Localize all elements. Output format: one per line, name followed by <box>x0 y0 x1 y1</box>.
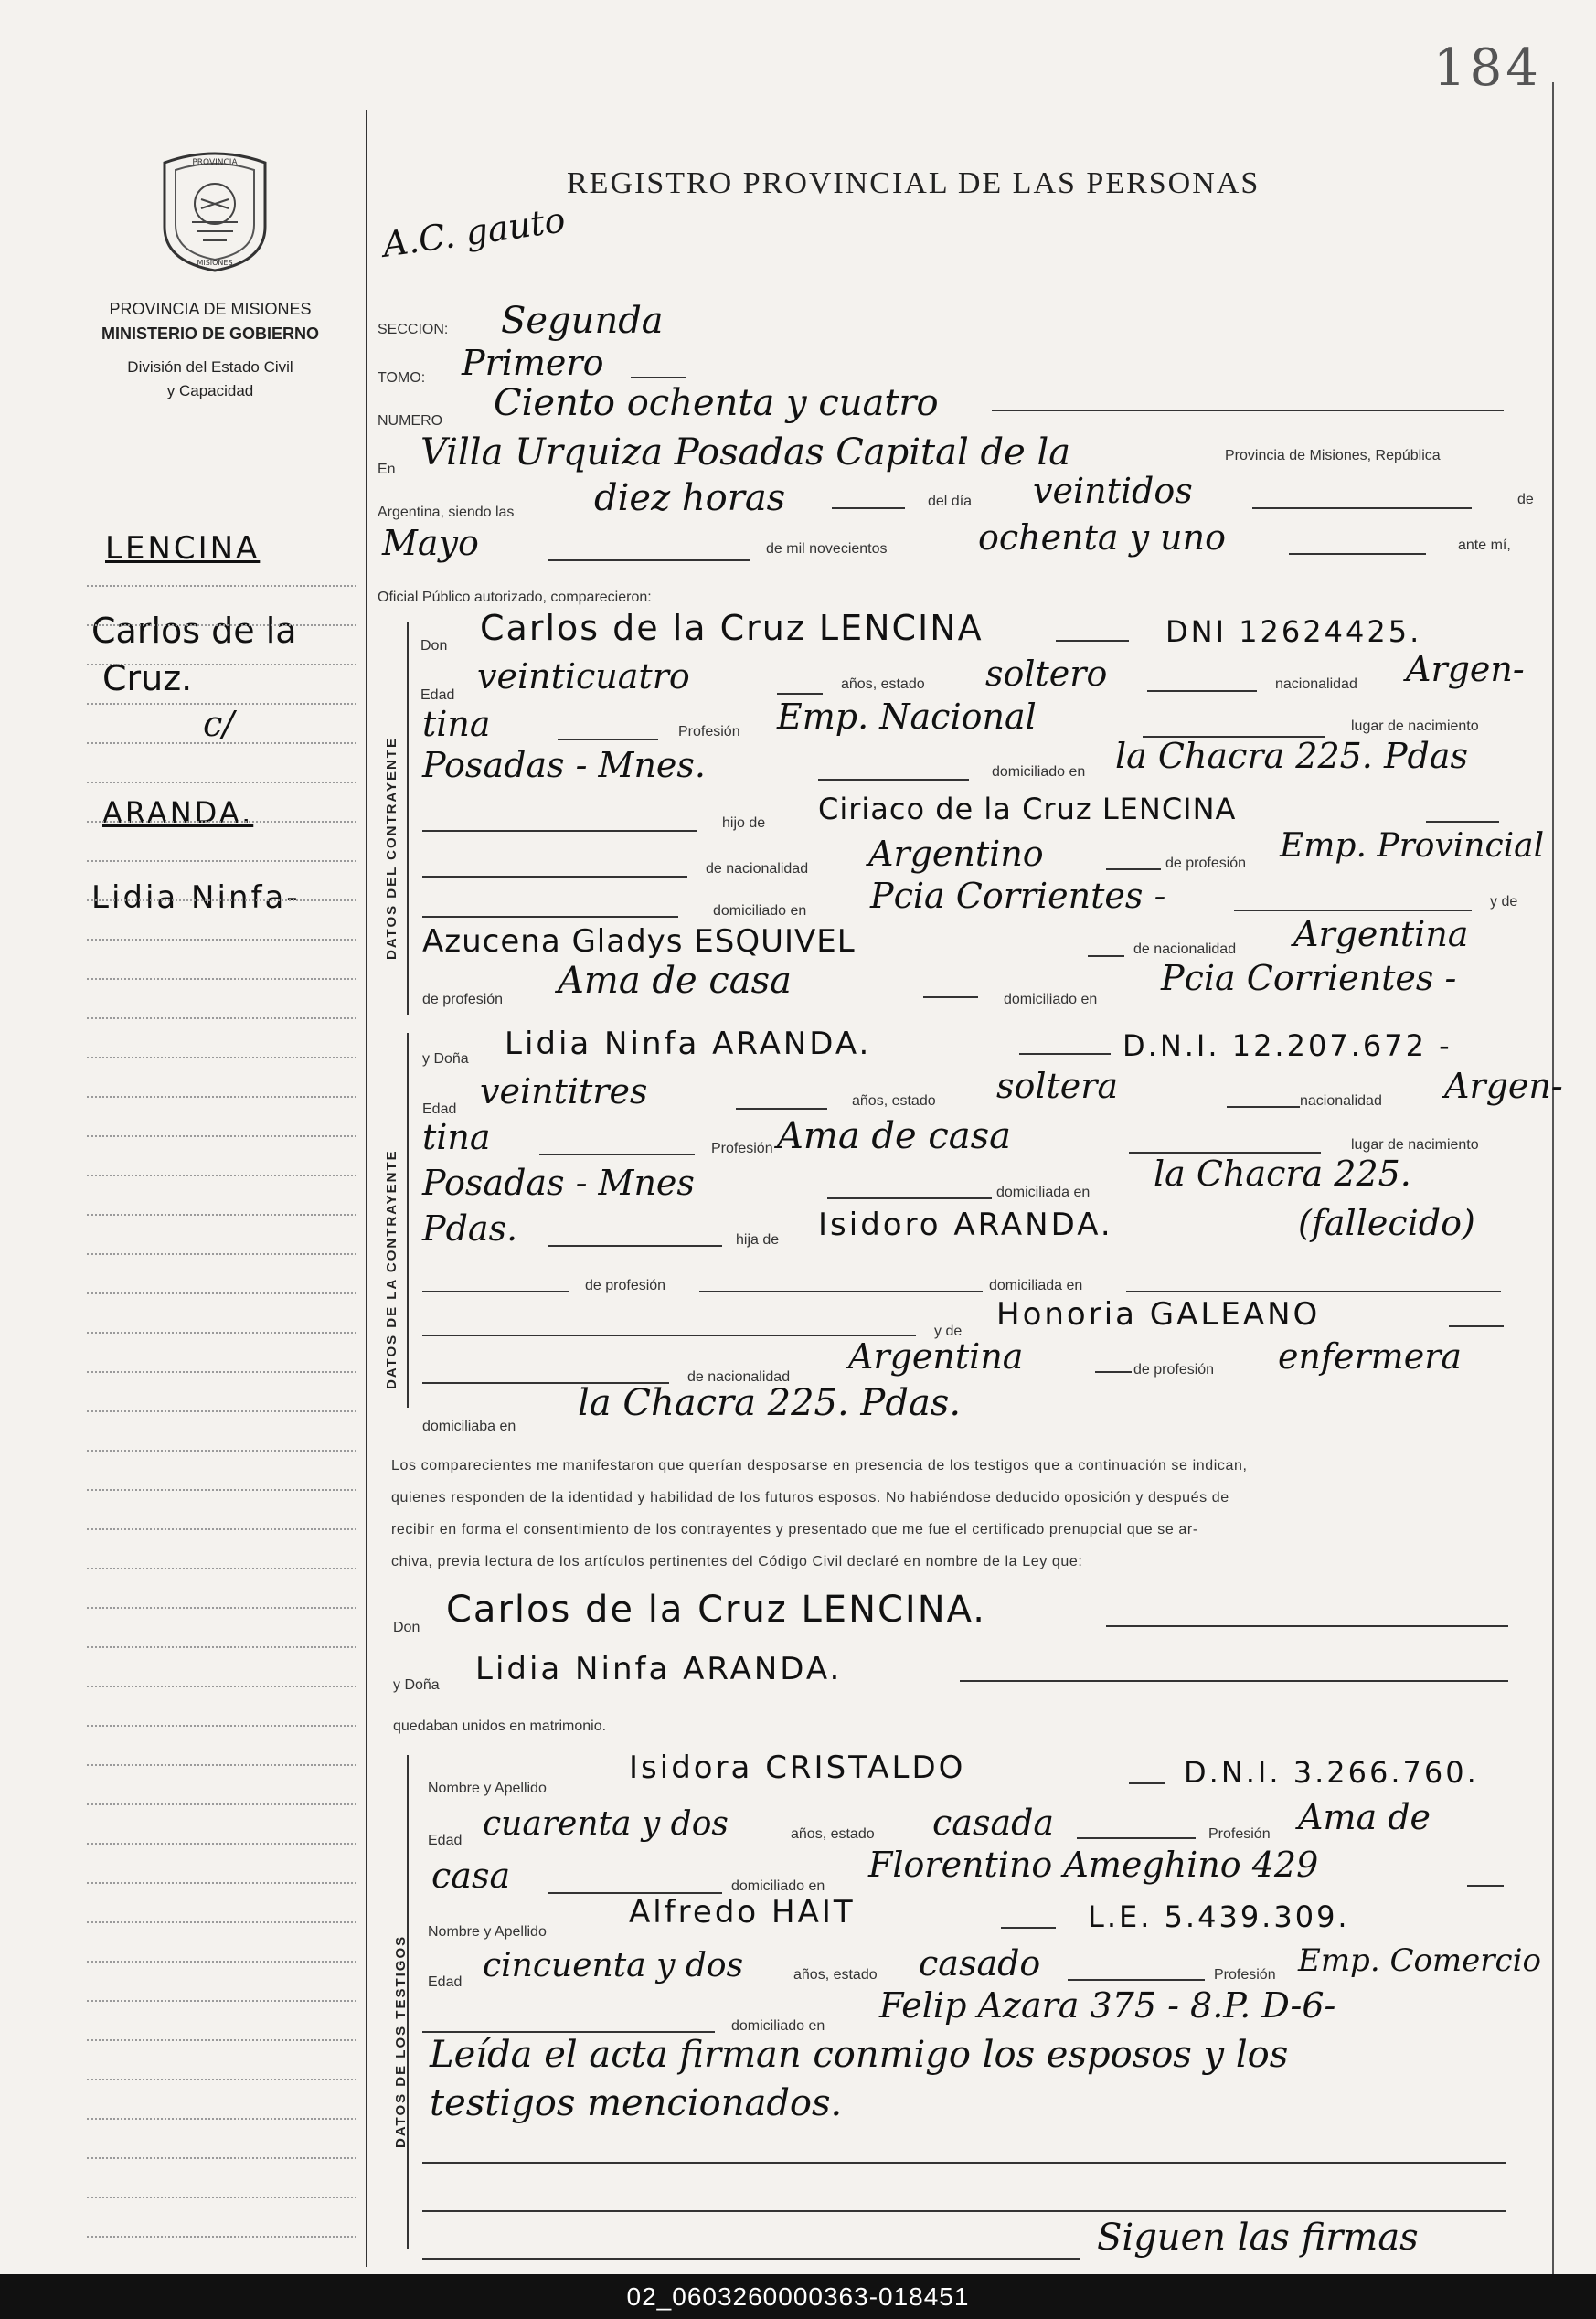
margin-dotted-line <box>87 1686 356 1687</box>
bride-madre-domicilio: la Chacra 225. Pdas. <box>578 1382 962 1424</box>
matrimonio-label: quedaban unidos en matrimonio. <box>393 1718 607 1734</box>
seccion-value: Segunda <box>501 300 664 342</box>
bride-lugar-nacimiento: Posadas - Mnes <box>422 1163 695 1203</box>
groom-lugar-nacimiento: Posadas - Mnes. <box>422 745 706 785</box>
division-name: División del Estado Civil <box>127 358 293 376</box>
groom-edad-label: Edad <box>420 687 455 703</box>
groom-madre-domicilio: Pcia Corrientes - <box>1161 958 1457 998</box>
w1-profesion-label: Profesión <box>1208 1826 1271 1842</box>
margin-dotted-line <box>87 1843 356 1845</box>
page-number: 184 <box>1433 38 1542 98</box>
witness-1-name: Isidora CRISTALDO <box>629 1750 966 1786</box>
declaration-text-1: Los comparecientes me manifestaron que querían desposarse en presencia de los testigos que a continuación se indican, <box>391 1458 1248 1473</box>
bride-domicilio-label: domiciliada en <box>996 1185 1091 1200</box>
margin-dotted-line <box>87 2118 356 2120</box>
decl-don-label: Don <box>393 1620 420 1635</box>
w1-edad-label: Edad <box>428 1833 463 1848</box>
margin-dotted-line <box>87 821 356 823</box>
margin-dotted-line <box>87 899 356 901</box>
don-label: Don <box>420 638 448 654</box>
margin-dotted-line <box>87 939 356 941</box>
witness-1-doc: D.N.I. 3.266.760. <box>1184 1755 1479 1790</box>
margin-dotted-line <box>87 2197 356 2198</box>
groom-y-de-label: y de <box>1490 894 1518 910</box>
margin-name-groom-1: Carlos de la <box>91 611 297 651</box>
margin-name-groom-2: Cruz. <box>102 658 193 698</box>
footer-image-id: 02_0603260000363-018451 <box>626 2282 970 2311</box>
office-note: A.C. gauto <box>379 199 569 265</box>
witness-1-profesion-2: casa <box>431 1856 511 1896</box>
bride-edad: veintitres <box>480 1071 648 1112</box>
groom-padre-dom-label: domiciliado en <box>713 903 807 919</box>
groom-madre-nac-label: de nacionalidad <box>1133 941 1237 957</box>
bride-name: Lidia Ninfa ARANDA. <box>505 1026 872 1062</box>
groom-madre-dom-label: domiciliado en <box>1004 992 1098 1007</box>
margin-dotted-line <box>87 1135 356 1137</box>
margin-dotted-line <box>87 1332 356 1334</box>
witness-1-estado: casada <box>932 1803 1055 1843</box>
margin-name-bride: Lidia Ninfa- <box>91 879 301 916</box>
bride-nacionalidad-2: tina <box>422 1117 491 1157</box>
groom-profesion-label: Profesión <box>678 724 740 739</box>
declaration-text-3: recibir en forma el consentimiento de los contrayentes y presentado que me fue el certificado prenupcial que se ar- <box>391 1522 1198 1537</box>
decl-dona-label: y Doña <box>393 1677 440 1693</box>
bride-madre-nacionalidad: Argentina <box>848 1336 1024 1377</box>
margin-dotted-line <box>87 978 356 980</box>
numero-value: Ciento ochenta y cuatro <box>494 382 939 424</box>
groom-nacionalidad-1: Argen- <box>1406 649 1525 689</box>
bride-madre-dom-label: domiciliaba en <box>422 1419 516 1434</box>
bride-madre-nac-label: de nacionalidad <box>687 1369 791 1385</box>
bride-hija-label: hija de <box>736 1232 780 1248</box>
margin-dotted-line <box>87 703 356 705</box>
groom-edad: veinticuatro <box>477 656 690 697</box>
groom-madre-nacionalidad: Argentina <box>1293 914 1469 954</box>
svg-text:MISIONES: MISIONES <box>197 259 233 267</box>
groom-estado-label: años, estado <box>841 676 925 692</box>
de-mil-label: de mil novecientos <box>766 541 888 557</box>
witness-2-doc: L.E. 5.439.309. <box>1088 1899 1350 1934</box>
witness-section-label: DATOS DE LOS TESTIGOS <box>393 1934 409 2148</box>
w1-domicilio-label: domiciliado en <box>731 1878 825 1894</box>
witness-1-edad: cuarenta y dos <box>483 1805 729 1843</box>
groom-padre-profesion: Emp. Provincial <box>1280 827 1545 865</box>
bride-domicilio-1: la Chacra 225. <box>1154 1154 1411 1194</box>
division-name-2: y Capacidad <box>166 382 254 399</box>
margin-dotted-line <box>87 2000 356 2002</box>
anio-value: ochenta y uno <box>978 517 1226 558</box>
witness-2-profesion: Emp. Comercio <box>1298 1942 1541 1979</box>
decl-bride: Lidia Ninfa ARANDA. <box>475 1651 843 1687</box>
w1-estado-label: años, estado <box>791 1826 875 1842</box>
province-name: PROVINCIA DE MISIONES <box>109 300 312 318</box>
bride-estado-label: años, estado <box>852 1093 936 1109</box>
ante-mi-label: ante mí, <box>1458 537 1511 553</box>
groom-estado: soltero <box>985 654 1108 694</box>
groom-name: Carlos de la Cruz LENCINA <box>480 608 984 648</box>
bride-nacionalidad-1: Argen- <box>1444 1066 1563 1106</box>
w2-estado-label: años, estado <box>793 1967 878 1983</box>
margin-dotted-line <box>87 1882 356 1884</box>
margin-dotted-line <box>87 1725 356 1727</box>
w2-edad-label: Edad <box>428 1974 463 1990</box>
numero-label: NUMERO <box>378 413 443 429</box>
provincia-label: Provincia de Misiones, República <box>1225 448 1441 463</box>
groom-hijo-label: hijo de <box>722 815 766 831</box>
margin-dotted-line <box>87 1568 356 1569</box>
margin-dotted-line <box>87 1646 356 1648</box>
margin-dotted-line <box>87 1450 356 1452</box>
bride-dni: D.N.I. 12.207.672 - <box>1123 1028 1452 1063</box>
margin-dotted-line <box>87 624 356 626</box>
witness-2-domicilio: Felip Azara 375 - 8.P. D-6- <box>879 1985 1336 2026</box>
groom-section-rule <box>407 622 409 1015</box>
groom-lugar-label: lugar de nacimiento <box>1351 718 1479 734</box>
bride-nacionalidad-label: nacionalidad <box>1300 1093 1382 1109</box>
margin-dotted-line <box>87 1803 356 1805</box>
groom-padre-domicilio: Pcia Corrientes - <box>870 876 1166 916</box>
margin-dotted-line <box>87 1096 356 1098</box>
groom-dni: DNI 12624425. <box>1165 614 1422 649</box>
svg-text:PROVINCIA: PROVINCIA <box>192 158 238 167</box>
de-label: de <box>1517 492 1534 507</box>
w2-name-label: Nombre y Apellido <box>428 1924 547 1940</box>
groom-nacionalidad-label: nacionalidad <box>1275 676 1357 692</box>
margin-dotted-line <box>87 1528 356 1530</box>
w2-domicilio-label: domiciliado en <box>731 2018 825 2034</box>
margin-dotted-line <box>87 1607 356 1609</box>
tomo-label: TOMO: <box>378 370 426 386</box>
groom-padre-prof-label: de profesión <box>1165 856 1247 871</box>
witness-2-edad: cincuenta y dos <box>483 1947 744 1984</box>
bride-section-rule <box>407 1033 409 1408</box>
ministry-name: MINISTERIO DE GOBIERNO <box>101 324 320 343</box>
margin-dotted-line <box>87 2039 356 2041</box>
groom-padre-nac-label: de nacionalidad <box>706 861 809 877</box>
groom-padre: Ciriaco de la Cruz LENCINA <box>818 792 1237 826</box>
groom-nacionalidad-2: tina <box>422 704 491 744</box>
groom-madre-prof-label: de profesión <box>422 992 504 1007</box>
bride-madre-profesion: enfermera <box>1278 1336 1463 1377</box>
declaration-text-2: quienes responden de la identidad y habilidad de los futuros esposos. No habiéndose deducido oposición y después de <box>391 1490 1229 1505</box>
decl-groom: Carlos de la Cruz LENCINA. <box>446 1589 987 1631</box>
bride-padre-nota: (fallecido) <box>1298 1203 1475 1243</box>
bride-domicilio-2: Pdas. <box>422 1208 518 1249</box>
w1-name-label: Nombre y Apellido <box>428 1781 547 1796</box>
groom-domicilio: la Chacra 225. Pdas <box>1115 736 1469 776</box>
witness-1-domicilio: Florentino Ameghino 429 <box>868 1845 1319 1885</box>
margin-dotted-line <box>87 1253 356 1255</box>
provincial-seal <box>155 144 274 272</box>
oficial-label: Oficial Público autorizado, comparecieron: <box>378 590 652 605</box>
margin-dotted-line <box>87 2079 356 2080</box>
bride-padre-dom-label: domiciliada en <box>989 1278 1083 1293</box>
bride-lugar-label: lugar de nacimiento <box>1351 1137 1479 1153</box>
margin-connector: c/ <box>203 704 235 744</box>
groom-profesion: Emp. Nacional <box>777 697 1037 737</box>
margin-dotted-line <box>87 1371 356 1373</box>
margin-dotted-line <box>87 1057 356 1058</box>
mes-value: Mayo <box>382 523 479 563</box>
bride-section-label: DATOS DE LA CONTRAYENTE <box>384 1149 399 1389</box>
del-dia-label: del día <box>928 494 973 509</box>
bride-estado: soltera <box>996 1066 1119 1106</box>
groom-domicilio-label: domiciliado en <box>992 764 1086 780</box>
bride-profesion-label: Profesión <box>711 1141 773 1156</box>
bride-padre-prof-label: de profesión <box>585 1278 666 1293</box>
margin-dotted-line <box>87 782 356 783</box>
closing-line-2: testigos mencionados. <box>430 2082 843 2124</box>
dia-value: veintidos <box>1033 471 1193 511</box>
margin-surname-bride: ARANDA. <box>102 795 254 830</box>
margin-dotted-line <box>87 2236 356 2238</box>
tomo-value: Primero <box>462 343 604 383</box>
declaration-text-4: chiva, previa lectura de los artículos pertinentes del Código Civil declaré en nombre de la Ley que: <box>391 1554 1083 1569</box>
seccion-label: SECCION: <box>378 322 449 337</box>
margin-dotted-line <box>87 1214 356 1216</box>
closing-line-1: Leída el acta firman conmigo los esposos y los <box>430 2034 1289 2076</box>
margin-dotted-line <box>87 1017 356 1019</box>
bride-y-de-label: y de <box>934 1324 963 1339</box>
witness-2-name: Alfredo HAIT <box>629 1894 856 1931</box>
margin-dotted-line <box>87 742 356 744</box>
en-label: En <box>378 462 396 477</box>
bride-profesion: Ama de casa <box>777 1115 1011 1157</box>
margin-rule <box>366 110 367 2267</box>
lugar-value: Villa Urquiza Posadas Capital de la <box>420 431 1071 473</box>
groom-madre-profesion: Ama de casa <box>558 960 792 1002</box>
margin-dotted-line <box>87 1764 356 1766</box>
margin-dotted-line <box>87 1489 356 1491</box>
dona-label: y Doña <box>422 1051 469 1067</box>
bride-edad-label: Edad <box>422 1101 457 1117</box>
margin-dotted-line <box>87 1292 356 1294</box>
margin-dotted-line <box>87 585 356 587</box>
witness-2-estado: casado <box>919 1943 1041 1984</box>
groom-padre-nacionalidad: Argentino <box>868 834 1044 874</box>
siendo-label: Argentina, siendo las <box>378 505 515 520</box>
bride-madre: Honoria GALEANO <box>996 1296 1321 1333</box>
right-edge-rule <box>1552 82 1554 2276</box>
margin-dotted-line <box>87 1410 356 1412</box>
margin-dotted-line <box>87 1921 356 1923</box>
margin-dotted-line <box>87 860 356 862</box>
groom-madre: Azucena Gladys ESQUIVEL <box>422 923 856 960</box>
signatures-note: Siguen las firmas <box>1097 2217 1419 2259</box>
bride-madre-prof-label: de profesión <box>1133 1362 1215 1378</box>
footer-bar <box>0 2274 1596 2319</box>
margin-dotted-line <box>87 1175 356 1176</box>
w2-profesion-label: Profesión <box>1214 1967 1276 1983</box>
groom-section-label: DATOS DEL CONTRAYENTE <box>384 737 399 960</box>
document-title: REGISTRO PROVINCIAL DE LAS PERSONAS <box>567 166 1261 200</box>
margin-dotted-line <box>87 1961 356 1963</box>
margin-surname-groom: LENCINA <box>105 530 261 567</box>
margin-dotted-line <box>87 664 356 665</box>
bride-padre: Isidoro ARANDA. <box>818 1207 1113 1243</box>
margin-dotted-line <box>87 2157 356 2159</box>
witness-1-profesion-1: Ama de <box>1298 1797 1431 1837</box>
hora-value: diez horas <box>594 477 786 519</box>
